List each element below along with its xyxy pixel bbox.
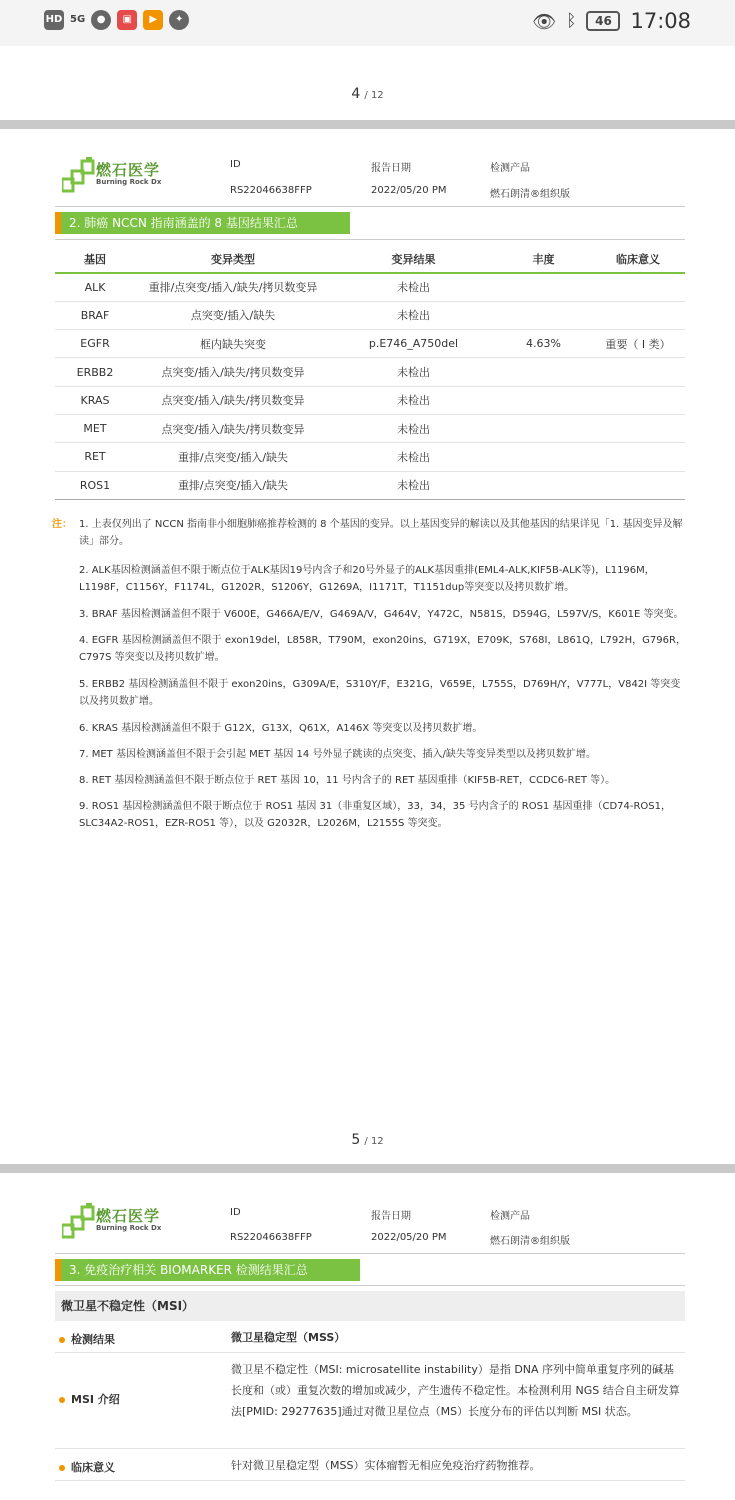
gene-cell: EGFR: [55, 330, 135, 358]
variant-result-cell: 未检出: [331, 301, 496, 329]
table-row: [55, 414, 685, 442]
variant-type-cell: 重排/点突变/插入/缺失/拷贝数变异: [135, 273, 331, 301]
clinical-significance-cell: [591, 358, 685, 386]
page-current: 4: [351, 86, 361, 102]
variant-result-cell: 未检出: [331, 273, 496, 301]
page-indicator: [0, 1132, 735, 1148]
note-item: 1. 上表仅列出了 NCCN 指南非小细胞肺癌推荐检测的 8 个基因的变异。以上基因变异的解读以及其他基因的结果详见「1. 基因变异及解读」部分。: [79, 519, 683, 547]
gene-cell: BRAF: [55, 301, 135, 329]
page-total: / 12: [364, 1136, 384, 1147]
logo-mark-icon: [62, 157, 96, 193]
gene-cell: ERBB2: [55, 358, 135, 386]
msi-value: 针对微卫星稳定型（MSS）实体瘤暂无相应免疫治疗药物推荐。: [231, 1459, 541, 1472]
clinical-significance-cell: 重要（ I 类）: [591, 330, 685, 358]
table-row: [55, 471, 685, 499]
battery-icon: 46: [586, 11, 620, 31]
company-logo: [62, 157, 182, 197]
variant-type-cell: 点突变/插入/缺失/拷贝数变异: [135, 358, 331, 386]
msi-key-text: 临床意义: [71, 1461, 115, 1474]
table-row: [55, 301, 685, 329]
abundance-cell: [496, 386, 591, 414]
video-icon: ▶: [143, 10, 163, 30]
table-row: [55, 386, 685, 414]
report-page-4: [0, 129, 735, 1129]
logo-text-cn: 燃石医学: [96, 161, 161, 179]
msi-key: [59, 1331, 115, 1347]
status-bar: [0, 0, 735, 46]
network-signal-icon: 5G: [70, 14, 86, 25]
clinical-significance-cell: [591, 443, 685, 471]
notes-label: 注：: [52, 519, 72, 530]
msi-value: 微卫星稳定型（MSS）: [231, 1331, 346, 1344]
page-separator: [0, 120, 735, 129]
page-indicator: [0, 86, 735, 102]
header-divider: [55, 206, 685, 207]
table-header-row: [55, 245, 685, 273]
section-divider: [55, 239, 685, 240]
clinical-significance-cell: [591, 471, 685, 499]
clock: 17:08: [630, 9, 691, 33]
variant-type-cell: 点突变/插入/缺失/拷贝数变异: [135, 386, 331, 414]
chat-icon: ●: [91, 10, 111, 30]
logo-text-en: Burning Rock Dx: [96, 1224, 162, 1232]
note-item: 4. EGFR 基因检测涵盖但不限于 exon19del，L858R，T790M，exon20ins，G719X，E709K，S768I，L861Q，L792H，G796R，C797S 等突变以及拷贝数扩增。: [79, 635, 686, 663]
id-value: RS22046638FFP: [230, 185, 312, 196]
report-date-label: 报告日期: [371, 163, 411, 174]
logo-mark-icon: [62, 1203, 96, 1239]
col-gene: 基因: [55, 245, 135, 273]
abundance-cell: [496, 273, 591, 301]
gene-cell: KRAS: [55, 386, 135, 414]
product-label: 检测产品: [490, 1211, 530, 1222]
gene-cell: RET: [55, 443, 135, 471]
table-row: [55, 443, 685, 471]
col-variant-type: 变异类型: [135, 245, 331, 273]
id-value: RS22046638FFP: [230, 1232, 312, 1243]
msi-key: [59, 1391, 120, 1407]
note-item: 5. ERBB2 基因检测涵盖但不限于 exon20ins，G309A/E，S310Y/F，E321G，V659E，L755S，D769H/Y，V777L，V842I 等突变以及拷贝数扩增。: [79, 679, 681, 707]
note-item: 6. KRAS 基因检测涵盖但不限于 G12X，G13X，Q61X，A146X 等突变以及拷贝数扩增。: [79, 723, 483, 734]
abundance-cell: [496, 301, 591, 329]
section-title-biomarker: 3. 免疫治疗相关 BIOMARKER 检测结果汇总: [55, 1259, 360, 1281]
msi-title: 微卫星不稳定性（MSI）: [55, 1291, 685, 1321]
page-separator: [0, 1164, 735, 1173]
id-label: ID: [230, 1207, 241, 1218]
abundance-cell: [496, 358, 591, 386]
report-date-label: 报告日期: [371, 1211, 411, 1222]
note-item: 2. ALK基因检测涵盖但不限于断点位于ALK基因19号内含子和20号外显子的ALK基因重排(EML4-ALK,KIF5B-ALK等)，L1196M，L1198F，C1156Y，F1174L，G1202R，S1206Y，G1269A，I1171T，T1151dup等突变以及拷贝数扩增。: [79, 565, 655, 593]
report-date-value: 2022/05/20 PM: [371, 1232, 447, 1243]
gene-cell: ALK: [55, 273, 135, 301]
variant-type-cell: 点突变/插入/缺失: [135, 301, 331, 329]
notes-section: [52, 516, 688, 856]
msi-key: [59, 1459, 115, 1475]
variant-result-cell: p.E746_A750del: [331, 330, 496, 358]
gene-cell: ROS1: [55, 471, 135, 499]
page-total: / 12: [364, 90, 384, 101]
gene-cell: MET: [55, 414, 135, 442]
table-row: [55, 330, 685, 358]
variant-result-cell: 未检出: [331, 443, 496, 471]
variant-result-cell: 未检出: [331, 358, 496, 386]
eye-icon: 👁: [532, 10, 557, 33]
clinical-significance-cell: [591, 414, 685, 442]
clinical-significance-cell: [591, 273, 685, 301]
report-date-value: 2022/05/20 PM: [371, 185, 447, 196]
variant-result-cell: 未检出: [331, 386, 496, 414]
variant-type-cell: 重排/点突变/插入/缺失: [135, 443, 331, 471]
compass-icon: ✦: [169, 10, 189, 30]
msi-row-intro: [55, 1353, 685, 1449]
col-clinical-significance: 临床意义: [591, 245, 685, 273]
bullet-dot-icon: [59, 1337, 65, 1343]
page-current: 5: [351, 1132, 361, 1148]
logo-text-cn: 燃石医学: [96, 1207, 161, 1225]
abundance-cell: 4.63%: [496, 330, 591, 358]
clinical-significance-cell: [591, 301, 685, 329]
col-abundance: 丰度: [496, 245, 591, 273]
id-label: ID: [230, 159, 241, 170]
note-item: 9. ROS1 基因检测涵盖但不限于断点位于 ROS1 基因 31（非重复区域），33，34，35 号内含子的 ROS1 基因重排（CD74-ROS1，SLC34A2-ROS1，EZR-ROS1 等），以及 G2032R，L2026M，L2155S 等突变。: [79, 801, 672, 829]
status-left-icons: [44, 10, 189, 30]
section-title-8-genes: 2. 肺癌 NCCN 指南涵盖的 8 基因结果汇总: [55, 212, 350, 234]
msi-value: 微卫星不稳定性（MSI: microsatellite instability）是指 DNA 序列中简单重复序列的碱基长度和（或）重复次数的增加或减少，产生遗传不稳定性。本检测利用 NGS 结合自主研发算法[PMID: 29277635]通过对微卫星位点（MS）长度分布的评估以判断 MSI 状态。: [231, 1363, 680, 1418]
variant-type-cell: 框内缺失突变: [135, 330, 331, 358]
status-right-icons: [532, 9, 691, 33]
product-value: 燃石朗清®组织版: [490, 1236, 570, 1247]
variant-result-cell: 未检出: [331, 414, 496, 442]
tv-icon: ▣: [117, 10, 137, 30]
variant-type-cell: 重排/点突变/插入/缺失: [135, 471, 331, 499]
abundance-cell: [496, 471, 591, 499]
hd-icon: HD: [44, 10, 64, 30]
table-row: [55, 273, 685, 301]
bullet-dot-icon: [59, 1397, 65, 1403]
abundance-cell: [496, 443, 591, 471]
product-value: 燃石朗清®组织版: [490, 189, 570, 200]
header-divider: [55, 1253, 685, 1254]
logo-text-en: Burning Rock Dx: [96, 178, 162, 186]
note-item: 7. MET 基因检测涵盖但不限于会引起 MET 基因 14 号外显子跳读的点突变、插入/缺失等变异类型以及拷贝数扩增。: [79, 749, 596, 760]
col-variant-result: 变异结果: [331, 245, 496, 273]
msi-key-text: 检测结果: [71, 1333, 115, 1346]
section-divider: [55, 1285, 685, 1286]
gene-results-table: [55, 245, 685, 500]
bluetooth-icon: ᛒ: [566, 11, 577, 31]
variant-result-cell: 未检出: [331, 471, 496, 499]
note-item: 3. BRAF 基因检测涵盖但不限于 V600E，G466A/E/V，G469A/V，G464V，Y472C，N581S，D594G，L597V/S，K601E 等突变。: [79, 609, 684, 620]
variant-type-cell: 点突变/插入/缺失/拷贝数变异: [135, 414, 331, 442]
note-item: 8. RET 基因检测涵盖但不限于断点位于 RET 基因 10，11 号内含子的 RET 基因重排（KIF5B-RET，CCDC6-RET 等）。: [79, 775, 616, 786]
msi-row-clinical: [55, 1449, 685, 1481]
table-row: [55, 358, 685, 386]
abundance-cell: [496, 414, 591, 442]
msi-key-text: MSI 介绍: [71, 1393, 120, 1406]
product-label: 检测产品: [490, 163, 530, 174]
clinical-significance-cell: [591, 386, 685, 414]
msi-row-result: [55, 1323, 685, 1353]
company-logo: [62, 1203, 182, 1243]
report-page-5: [0, 1173, 735, 1500]
bullet-dot-icon: [59, 1465, 65, 1471]
